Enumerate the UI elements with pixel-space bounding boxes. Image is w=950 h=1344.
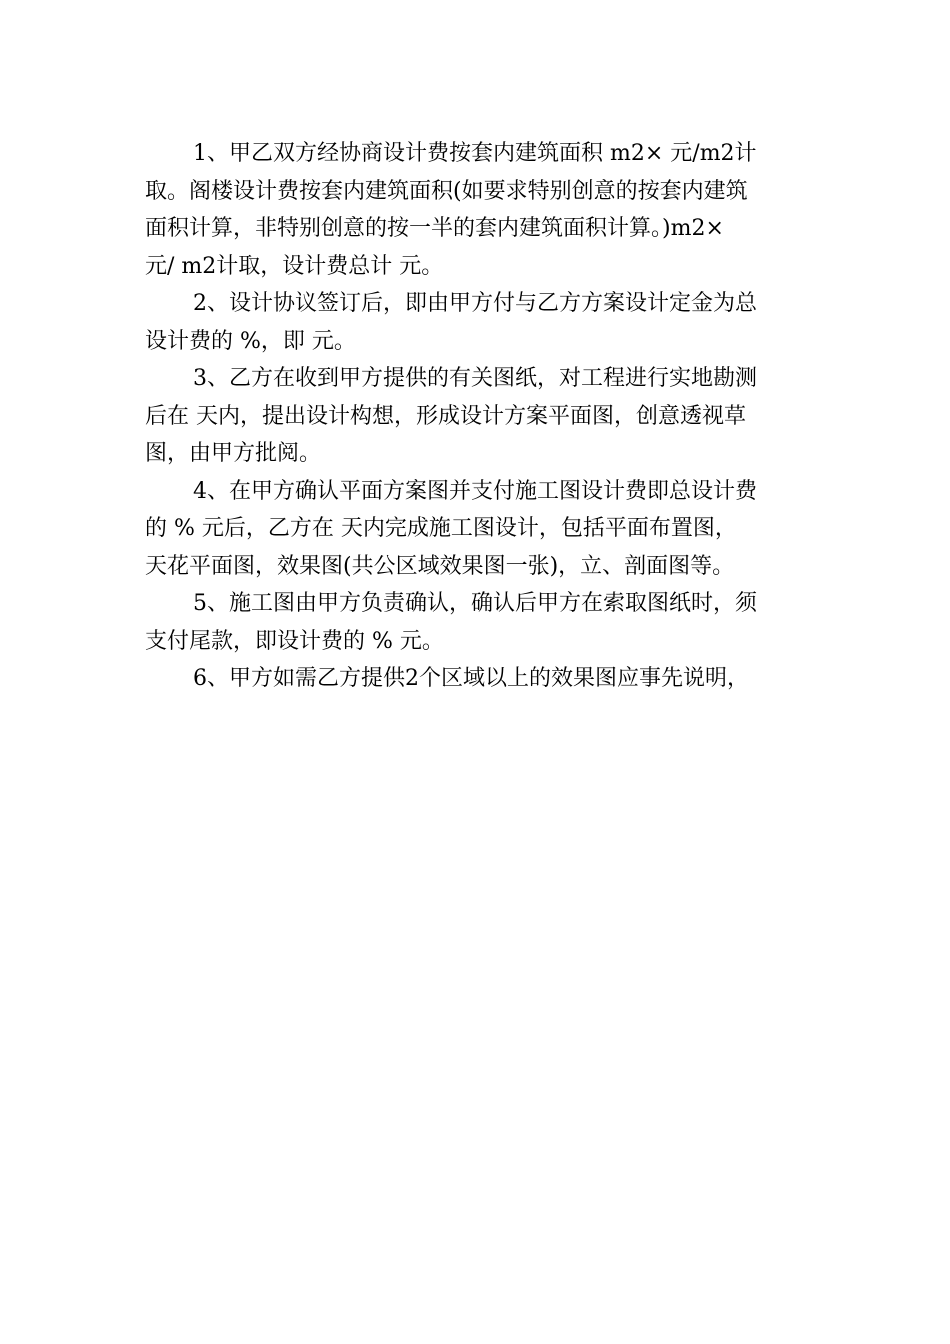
- text-line: 后在 天内，提出设计构想，形成设计方案平面图，创意透视草: [145, 403, 746, 429]
- text-line: 3、乙方在收到甲方提供的有关图纸，对工程进行实地勘测: [193, 366, 757, 391]
- text-line: 面积计算，非特别创意的按一半的套内建筑面积计算。)m2×: [145, 216, 724, 241]
- document-body: [145, 135, 810, 698]
- text-line: 支付尾款，即设计费的 % 元。: [145, 628, 444, 654]
- text-line: 6、甲方如需乙方提供2个区域以上的效果图应事先说明，: [193, 666, 749, 691]
- text-line: 的 % 元后，乙方在 天内完成施工图设计，包括平面布置图，: [145, 516, 737, 541]
- text-line: 图，由甲方批阅。: [145, 441, 322, 466]
- text-line: 天花平面图，效果图(共公区域效果图一张)，立、剖面图等。: [145, 553, 735, 579]
- text-line: 5、施工图由甲方负责确认，确认后甲方在索取图纸时，须: [193, 591, 757, 616]
- text-line: 1、甲乙双方经协商设计费按套内建筑面积 m2× 元/m2计: [193, 141, 757, 166]
- text-line: 取。阁楼设计费按套内建筑面积(如要求特别创意的按套内建筑: [145, 178, 748, 204]
- text-line: 2、设计协议签订后，即由甲方付与乙方方案设计定金为总: [193, 291, 757, 316]
- text-line: 4、在甲方确认平面方案图并支付施工图设计费即总设计费: [193, 478, 757, 504]
- text-line: 元/ m2计取，设计费总计 元。: [145, 253, 444, 279]
- text-line: 设计费的 %，即 元。: [145, 328, 356, 354]
